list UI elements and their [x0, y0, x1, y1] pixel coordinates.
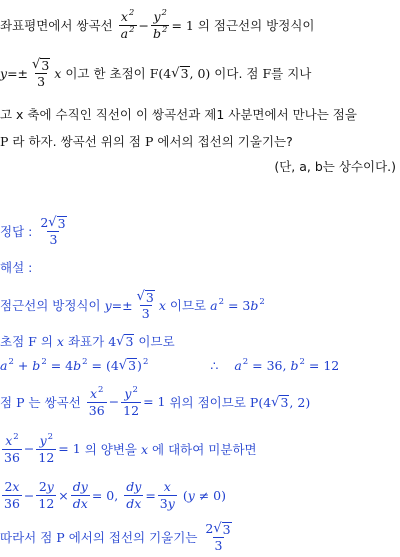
plus-minus: =± — [7, 65, 29, 81]
problem-text: 이다. 점 — [214, 66, 259, 81]
answer-label: 정답 : — [0, 224, 33, 239]
solution-line-7: 따라서 점 P 에서의 접선의 기울기는 2 √ 3 3 — [0, 518, 236, 556]
solution-line-1: 점근선의 방정식이 y =± √ 3 3 x 이므로 $a^2 = 3b^2$ — [0, 288, 265, 322]
var-y: y — [0, 65, 8, 81]
problem-text: 를 지나 — [271, 66, 312, 81]
problem-line-5 — [274, 156, 396, 176]
problem-text: 라 하자. 쌍곡선 위의 점 — [12, 134, 141, 149]
problem-line-1 — [0, 3, 314, 47]
asymptote-slope: √ 3 3 — [32, 56, 50, 90]
solution-line-6: $\frac{2x}{36}$ − $\frac{2y}{12}$ × $\frac{dy}{dx}$ = 0, $\frac{dy}{dx}$ = $\frac{x}{3y}$ (y ≠ 0) — [4, 479, 227, 511]
problem-condition: (단, a, b는 상수이다.) — [274, 159, 396, 174]
solution-label-line — [0, 258, 32, 276]
problem-text: 고 x 축에 수직인 직선이 이 쌍곡선과 제1 사분면에서 만나는 점을 — [0, 107, 357, 122]
point-P: P — [0, 133, 9, 149]
problem-text: 의 점근선의 방정식이 — [197, 18, 315, 33]
answer-line — [0, 209, 71, 253]
problem-line-3 — [0, 104, 357, 124]
final-answer: 2 √ 3 3 — [205, 520, 231, 554]
focus-F: F — [149, 65, 159, 81]
problem-line-2: y =± √ 3 3 x 이고 한 초점이 F (4 √ 3 , 0) 이다. 점 F 를 지나 — [0, 56, 312, 90]
solution-line-3: $a^2 + b^2 = 4b^2 = (4$ √ 3 )$^2$ ∴ $a^2 = 36$, $b^2 = 12$ — [0, 356, 340, 373]
problem-text: 이고 한 초점이 — [65, 66, 146, 81]
problem-line-4: P 라 하자. 쌍곡선 위의 점 P 에서의 접선의 기울기는? — [0, 133, 293, 149]
hyperbola-equation: $\frac{x^2}{a^2}$ − $\frac{y^2}{b^2}$ = 1 — [120, 7, 194, 41]
problem-text: 좌표평면에서 쌍곡선 — [0, 18, 113, 33]
solution-line-4: 점 P 는 쌍곡선 $\frac{x^2}{36}$ − $\frac{y^2}{12}$ = 1 위의 점이므로 P(4 √ 3 , 2) — [0, 384, 311, 418]
answer-value: 2 √ 3 3 — [40, 214, 66, 248]
solution-label: 해설 : — [0, 260, 33, 275]
solution-line-2: 초점 F 의 x 좌표가 4 √ 3 이므로 — [0, 333, 175, 349]
problem-text: 에서의 접선의 기울기는? — [157, 134, 293, 149]
solution-line-5: $\frac{x^2}{36}$ − $\frac{y^2}{12}$ = 1 의 양변을 x 에 대하여 미분하면 — [4, 431, 257, 465]
